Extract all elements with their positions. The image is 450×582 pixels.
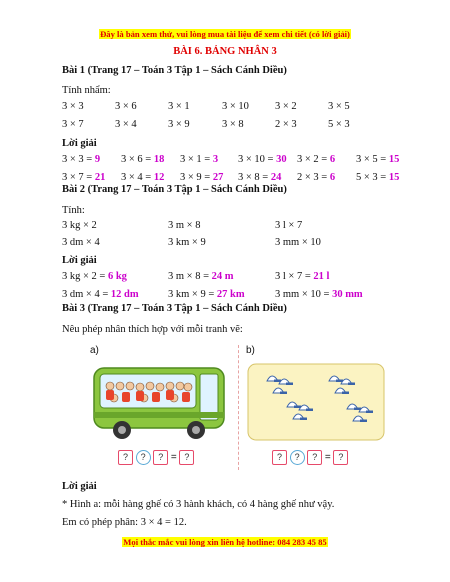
expression: 3 × 9 = xyxy=(180,172,213,183)
equals-sign: = xyxy=(170,452,177,463)
answer: 15 xyxy=(388,154,400,165)
equals-sign: = xyxy=(324,452,331,463)
bai1-problem: 3 × 1 xyxy=(168,101,190,112)
bai3-solution-line2: Em có phép phân: 3 × 4 = 12. xyxy=(62,517,187,528)
bai1-problem: 5 × 3 xyxy=(328,119,350,130)
bai2-problem: 3 dm × 4 xyxy=(62,237,100,248)
factor-box[interactable]: ? xyxy=(153,450,168,465)
bai2-solution xyxy=(275,289,363,300)
operator-circle[interactable]: ? xyxy=(136,450,151,465)
bai1-solution xyxy=(62,172,105,183)
expression: 3 l × 7 = xyxy=(275,271,314,282)
bai1-problem: 3 × 9 xyxy=(168,119,190,130)
figure-b-label: b) xyxy=(246,345,255,356)
bai1-solution xyxy=(121,172,164,183)
answer: 27 xyxy=(212,172,224,183)
answer: 15 xyxy=(388,172,400,183)
bai1-instruction: Tính nhẩm: xyxy=(62,85,111,96)
bai1-solution xyxy=(297,172,335,183)
caps-illustration xyxy=(247,362,385,442)
answer: 18 xyxy=(153,154,165,165)
bai3-instruction: Nêu phép nhân thích hợp với mỗi tranh vẽ: xyxy=(62,324,243,335)
answer: 3 xyxy=(212,154,219,165)
figure-divider xyxy=(238,345,239,470)
expression: 3 km × 9 = xyxy=(168,289,217,300)
bus-illustration xyxy=(92,362,227,442)
bai2-solution xyxy=(62,289,139,300)
figure-a-label: a) xyxy=(90,345,99,356)
bottom-banner: Mọi thắc mắc vui lòng xin liên hệ hotline: 084 283 45 85 xyxy=(123,537,327,547)
expression: 3 × 1 = xyxy=(180,154,213,165)
expression: 3 m × 8 = xyxy=(168,271,212,282)
bai2-problem: 3 mm × 10 xyxy=(275,237,321,248)
answer: 12 dm xyxy=(110,289,139,300)
expression: 2 × 3 = xyxy=(297,172,330,183)
bai1-solution xyxy=(180,172,223,183)
expression: 3 × 8 = xyxy=(238,172,271,183)
bai2-solution xyxy=(168,289,245,300)
bai1-problem: 3 × 5 xyxy=(328,101,350,112)
expression: 3 × 7 = xyxy=(62,172,95,183)
figure-b-operation xyxy=(272,450,348,465)
bai2-solution xyxy=(62,271,127,282)
bai1-solution xyxy=(297,154,335,165)
expression: 3 dm × 4 = xyxy=(62,289,111,300)
product-box[interactable]: ? xyxy=(333,450,348,465)
bai1-problem: 3 × 6 xyxy=(115,101,137,112)
answer: 6 kg xyxy=(107,271,127,282)
expression: 3 × 6 = xyxy=(121,154,154,165)
answer: 21 xyxy=(94,172,106,183)
bai1-solution xyxy=(356,172,399,183)
answer: 30 mm xyxy=(332,289,363,300)
bai1-problem: 3 × 7 xyxy=(62,119,84,130)
bai3-heading: Bài 3 (Trang 17 – Toán 3 Tập 1 – Sách Cánh Diều) xyxy=(62,303,287,314)
bai1-heading: Bài 1 (Trang 17 – Toán 3 Tập 1 – Sách Cánh Diều) xyxy=(62,65,287,76)
bai3-solution-line1: * Hình a: mỗi hàng ghế có 3 hành khách, có 4 hàng ghế như vậy. xyxy=(62,499,335,510)
bai1-problem: 3 × 8 xyxy=(222,119,244,130)
answer: 12 xyxy=(153,172,165,183)
bai2-instruction: Tính: xyxy=(62,205,85,216)
bai2-solution xyxy=(168,271,234,282)
expression: 5 × 3 = xyxy=(356,172,389,183)
bai2-solution-label: Lời giải xyxy=(62,255,97,266)
expression: 3 × 3 = xyxy=(62,154,95,165)
top-banner: Đây là bản xem thử, vui lòng mua tài liệu để xem chi tiết (có lời giải) xyxy=(100,29,350,39)
bai1-solution xyxy=(238,172,281,183)
bai1-solution xyxy=(238,154,287,165)
answer: 27 km xyxy=(216,289,245,300)
answer: 21 l xyxy=(313,271,330,282)
bai2-solution xyxy=(275,271,329,282)
bai3-solution-label: Lời giải xyxy=(62,481,97,492)
product-box[interactable]: ? xyxy=(179,450,194,465)
expression: 3 × 2 = xyxy=(297,154,330,165)
bai2-problem: 3 kg × 2 xyxy=(62,220,97,231)
figure-a-operation xyxy=(118,450,194,465)
expression: 3 × 4 = xyxy=(121,172,154,183)
bai2-heading: Bài 2 (Trang 17 – Toán 3 Tập 1 – Sách Cánh Diều) xyxy=(62,184,287,195)
answer: 6 xyxy=(329,154,336,165)
expression: 3 × 10 = xyxy=(238,154,277,165)
bai1-solution-label: Lời giải xyxy=(62,138,97,149)
bai2-problem: 3 m × 8 xyxy=(168,220,201,231)
answer: 24 xyxy=(270,172,282,183)
expression: 3 mm × 10 = xyxy=(275,289,333,300)
answer: 24 m xyxy=(211,271,234,282)
bai1-problem: 3 × 4 xyxy=(115,119,137,130)
answer: 6 xyxy=(329,172,336,183)
answer: 30 xyxy=(276,154,287,165)
bai1-problem: 2 × 3 xyxy=(275,119,297,130)
page-title: BÀI 6. BẢNG NHÂN 3 xyxy=(173,46,277,57)
bai1-solution xyxy=(356,154,399,165)
bai1-problem: 3 × 3 xyxy=(62,101,84,112)
bai1-solution xyxy=(121,154,164,165)
bai1-problem: 3 × 10 xyxy=(222,101,249,112)
expression: 3 kg × 2 = xyxy=(62,271,108,282)
answer: 9 xyxy=(94,154,101,165)
bai1-solution xyxy=(62,154,100,165)
bai1-solution xyxy=(180,154,218,165)
factor-box[interactable]: ? xyxy=(272,450,287,465)
bai2-problem: 3 l × 7 xyxy=(275,220,303,231)
bai1-problem: 3 × 2 xyxy=(275,101,297,112)
factor-box[interactable]: ? xyxy=(118,450,133,465)
factor-box[interactable]: ? xyxy=(307,450,322,465)
expression: 3 × 5 = xyxy=(356,154,389,165)
bai2-problem: 3 km × 9 xyxy=(168,237,206,248)
operator-circle[interactable]: ? xyxy=(290,450,305,465)
